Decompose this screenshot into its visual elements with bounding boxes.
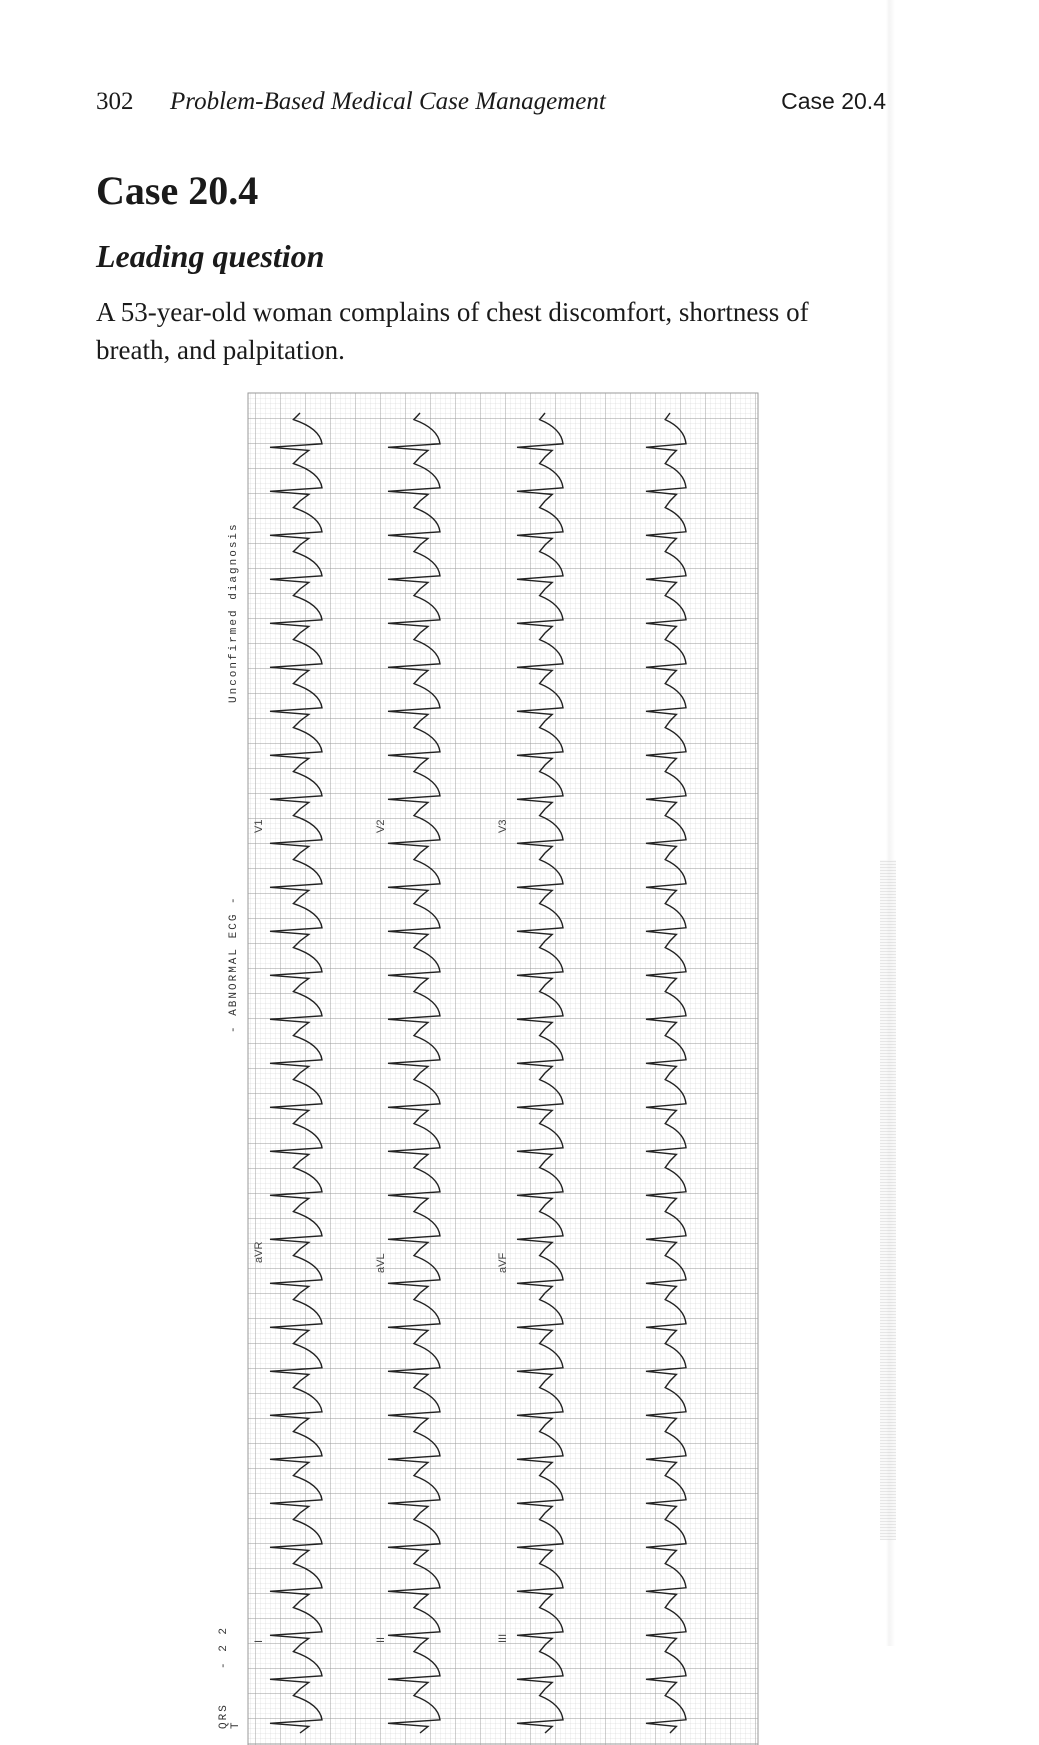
lead-label-avl: aVL [375, 1253, 387, 1273]
case-description: A 53-year-old woman complains of chest discomfort, shortness of breath, and palpitation. [96, 297, 809, 365]
ecg-interpretation-label: Unconfirmed diagnosis [228, 522, 240, 703]
ecg-t-label: T [230, 1722, 242, 1729]
running-head [96, 88, 886, 124]
running-head-case-label: Case 20.4 [781, 88, 886, 114]
ecg-grid [248, 393, 758, 1745]
lead-label-avf: aVF [497, 1252, 509, 1273]
page-edge-shadow [886, 0, 1039, 1646]
lead-label-ii: II [375, 1636, 387, 1643]
lead-label-i: I [253, 1639, 265, 1643]
page-edge-scan-artifact [880, 860, 896, 1540]
ecg-qrs-label: QRS [218, 1703, 230, 1729]
lead-label-v2: V2 [375, 819, 387, 833]
ecg-status-label: - ABNORMAL ECG - [228, 895, 240, 1033]
case-title: Case 20.4 [96, 168, 259, 213]
book-title: Problem-Based Medical Case Management [170, 88, 606, 115]
section-heading: Leading question [96, 238, 325, 274]
page-number: 302 [96, 88, 134, 115]
lead-label-avr: aVR [253, 1241, 265, 1263]
ecg-strip [218, 393, 760, 1745]
lead-label-v1: V1 [253, 819, 265, 833]
ecg-qrs-value: - 2 2 [218, 1625, 230, 1669]
lead-label-v3: V3 [497, 819, 509, 833]
lead-label-iii: III [497, 1633, 509, 1643]
